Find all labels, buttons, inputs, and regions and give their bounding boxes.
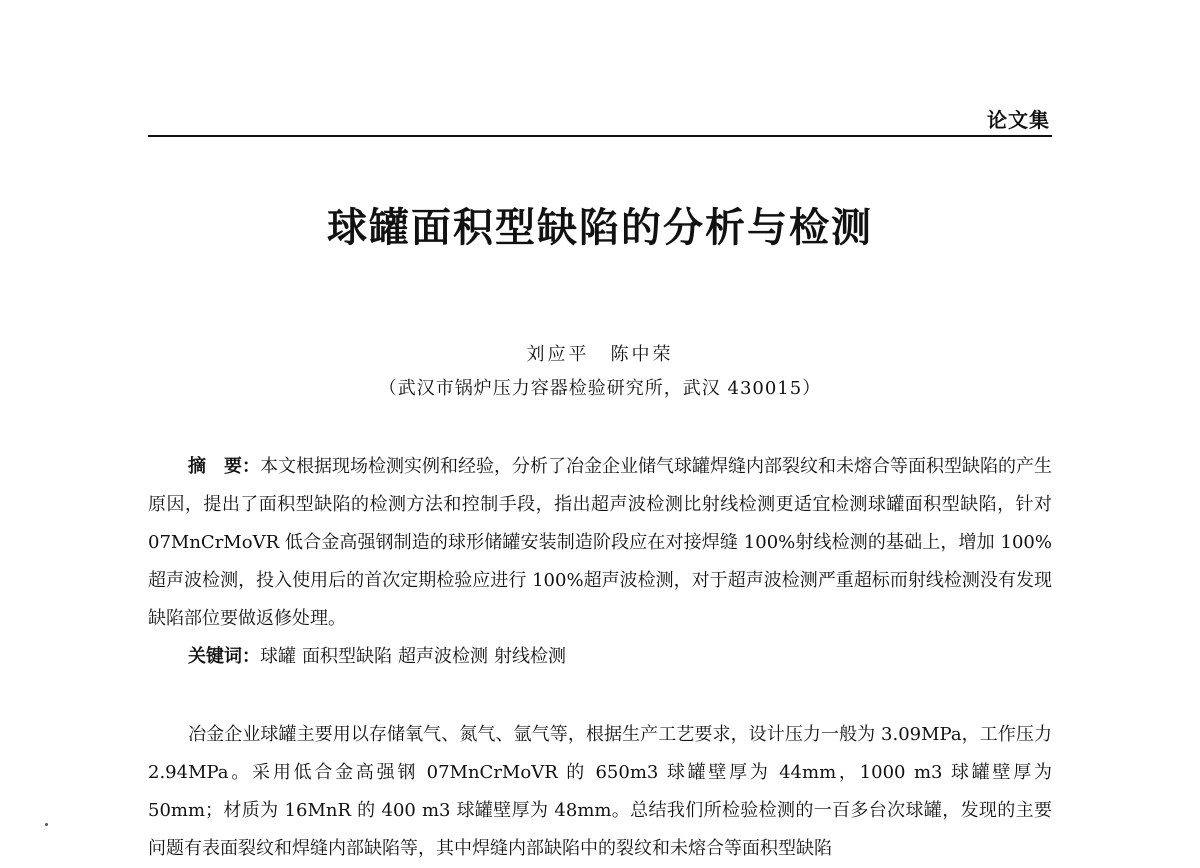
abstract-label: 摘 要： xyxy=(188,456,260,477)
affiliation: （武汉市锅炉压力容器检验研究所，武汉 430015） xyxy=(378,378,822,399)
collection-label: 论文集 xyxy=(987,108,1050,132)
keyword: 射线检测 xyxy=(494,646,566,667)
keyword: 球罐 xyxy=(260,646,296,667)
paper-title: 球罐面积型缺陷的分析与检测 xyxy=(327,205,873,251)
body-paragraph xyxy=(148,716,1052,868)
header-rule xyxy=(148,135,1052,137)
keyword: 面积型缺陷 xyxy=(302,646,392,667)
authors: 刘应平 陈中荣 xyxy=(526,344,674,365)
body-text: 冶金企业球罐主要用以存储氧气、氮气、氩气等，根据生产工艺要求，设计压力一般为 3.09MPa，工作压力 2.94MPa。采用低合金高强钢 07MnCrMoVR 的 650m3 球罐壁厚为 44mm，1000 m3 球罐壁厚为 50mm；材质为 16MnR 的 400 m3 球罐壁厚为 48mm。总结我们所检验检测的一百多台次球罐，发现的主要问题有表面裂纹和焊缝内部缺陷等，其中焊缝内部缺陷中的裂纹和未熔合等面积型缺陷 xyxy=(148,724,1052,859)
abstract-text: 本文根据现场检测实例和经验，分析了冶金企业储气球罐焊缝内部裂纹和未熔合等面积型缺陷的产生原因，提出了面积型缺陷的检测方法和控制手段，指出超声波检测比射线检测更适宜检测球罐面积型缺陷，针对 07MnCrMoVR 低合金高强钢制造的球形储罐安装制造阶段应在对接焊缝 100%射线检测的基础上，增加 100%超声波检测，投入使用后的首次定期检验应进行 100%超声波检测，对于超声波检测严重超标而射线检测没有发现缺陷部位要做返修处理。 xyxy=(148,456,1052,629)
keyword: 超声波检测 xyxy=(398,646,488,667)
abstract xyxy=(148,448,1052,676)
scan-speck xyxy=(45,823,48,826)
keywords-label: 关键词： xyxy=(188,646,260,667)
